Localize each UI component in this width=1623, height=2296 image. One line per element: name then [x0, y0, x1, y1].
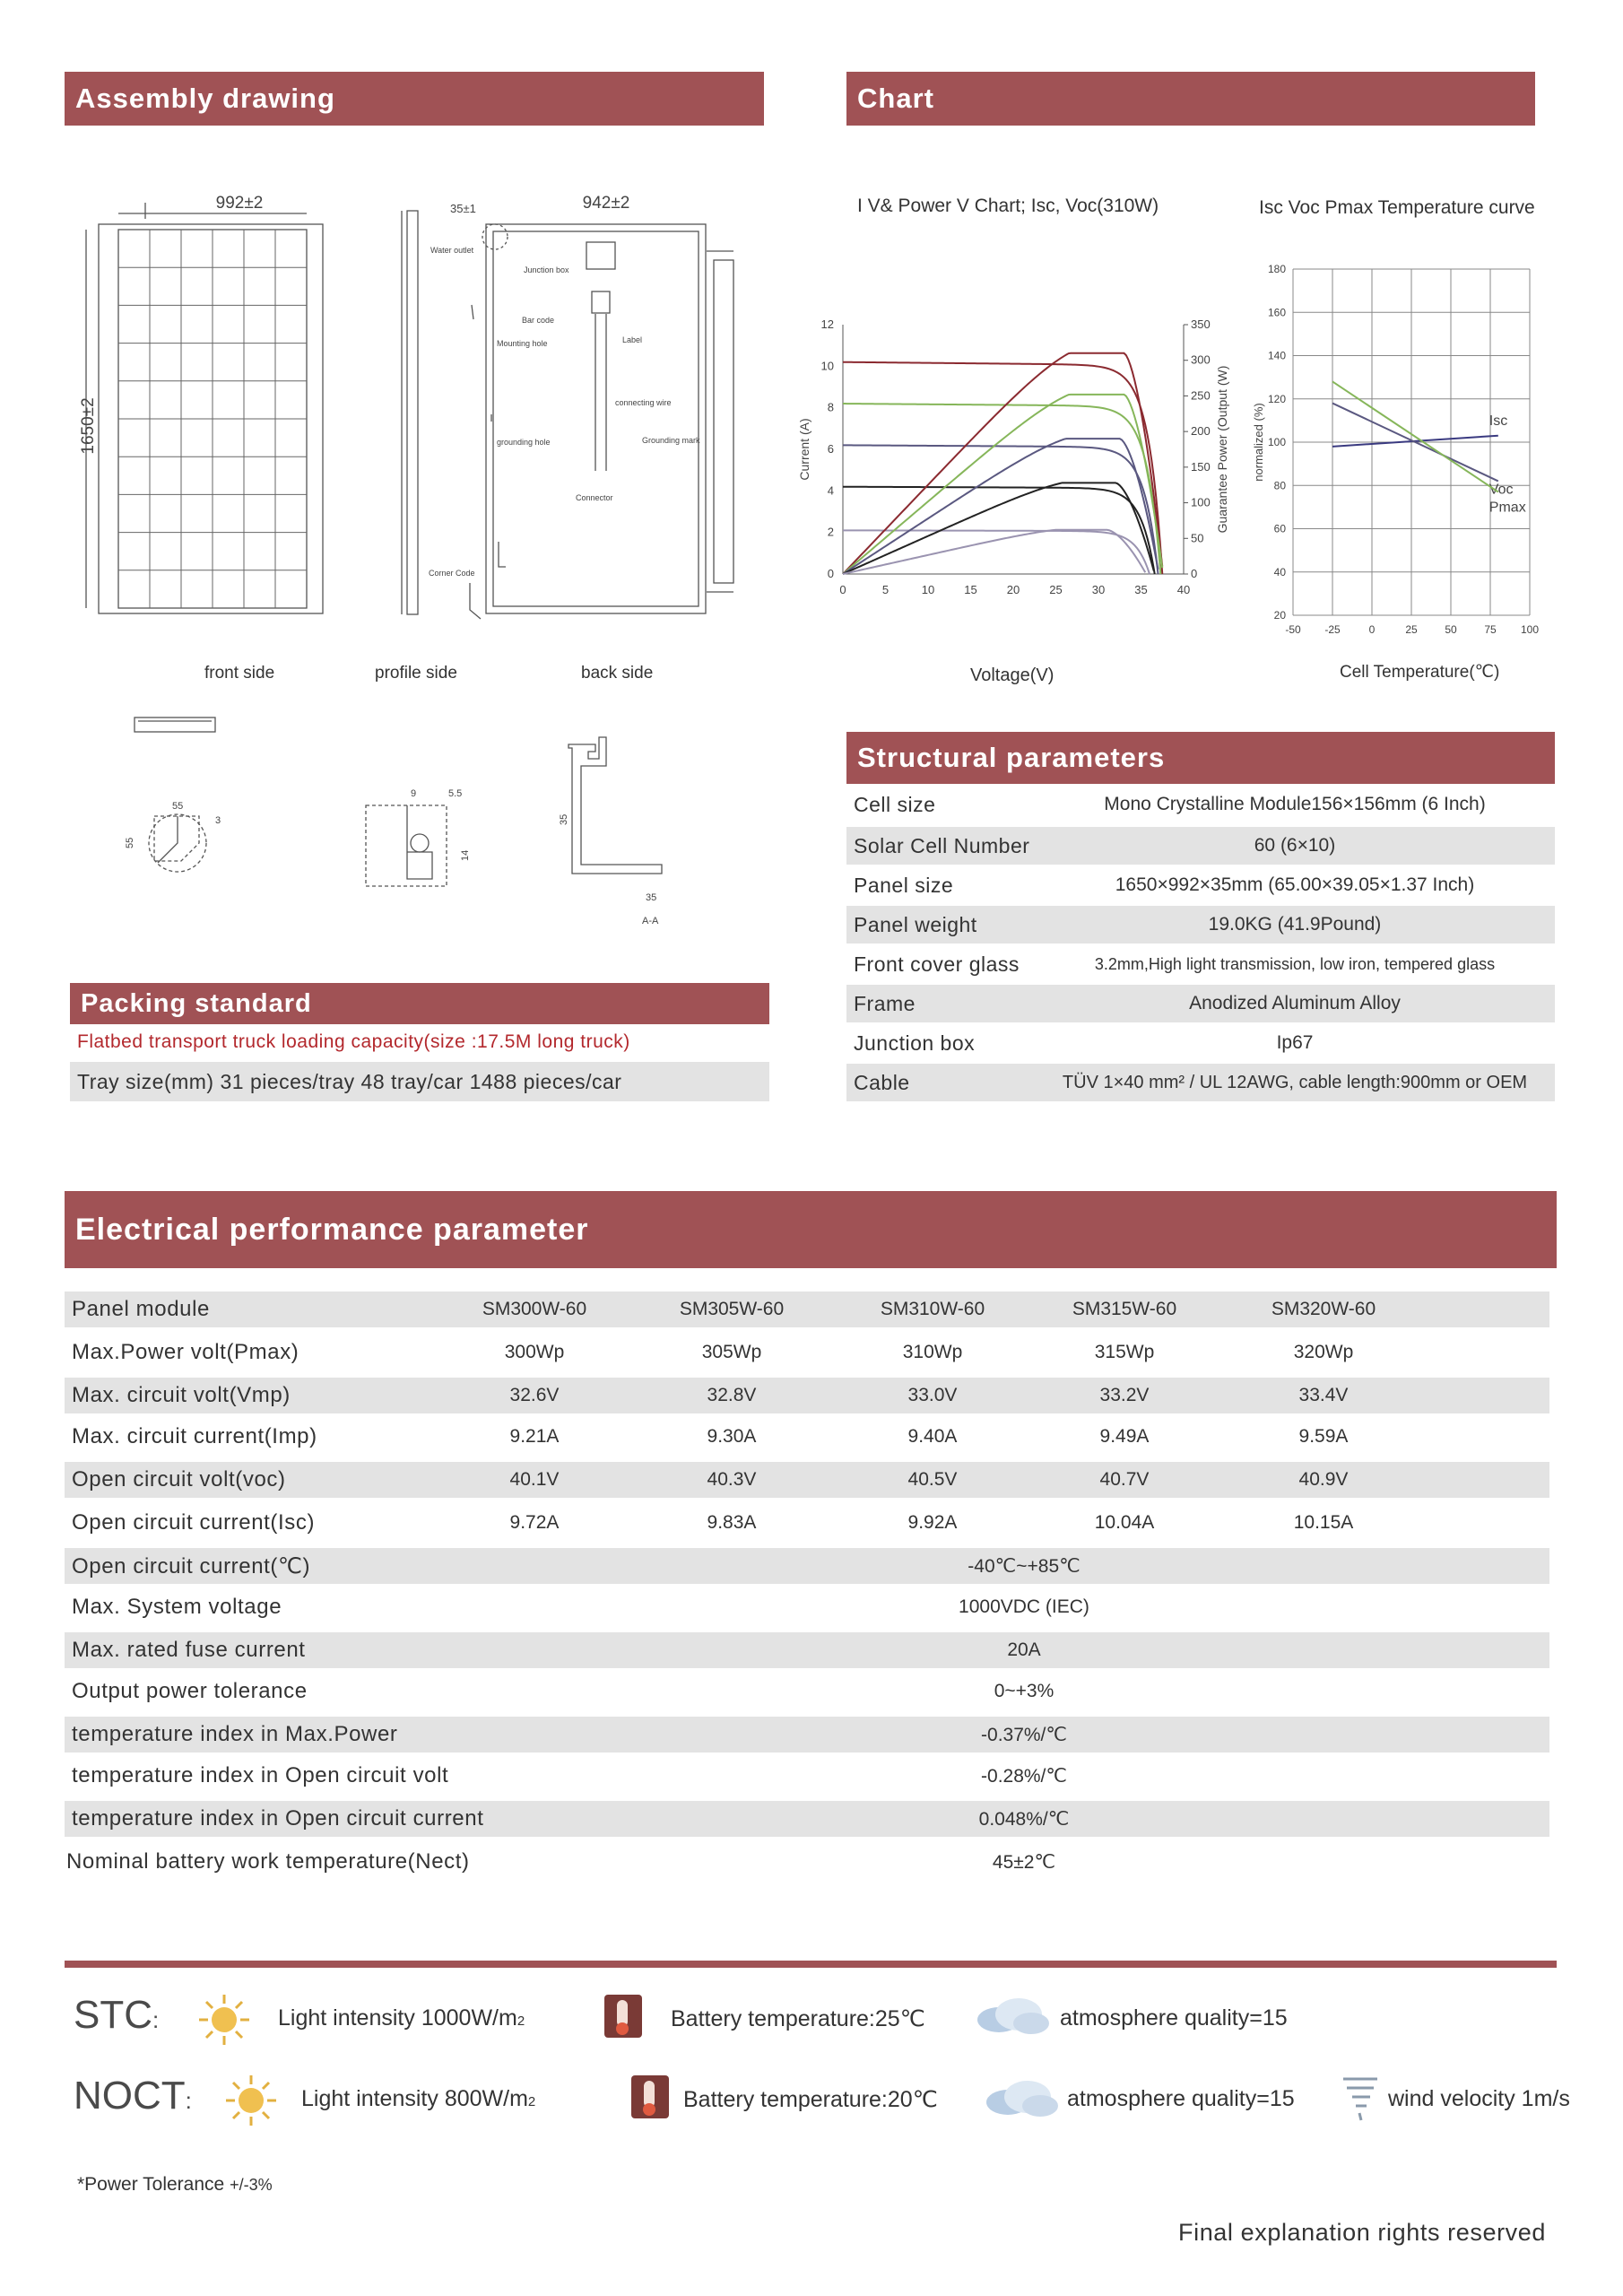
structural-value: 19.0KG (41.9Pound): [1208, 914, 1382, 935]
parameter-value: 40.1V: [509, 1469, 560, 1490]
structural-row: [846, 985, 1555, 1022]
structural-row: [846, 945, 1555, 983]
y-tick-label: 100: [1267, 436, 1286, 448]
y-tick-label: 4: [827, 483, 834, 498]
structural-key: Cell size: [854, 792, 936, 816]
parameter-name: Open circuit current(Isc): [72, 1510, 316, 1535]
table-row: [65, 1632, 1549, 1668]
structural-key: Junction box: [854, 1031, 976, 1055]
y2-tick-label: 150: [1191, 459, 1211, 474]
parameter-name: Max.Power volt(Pmax): [72, 1340, 299, 1364]
parameter-value: 0.048%/℃: [978, 1808, 1070, 1830]
y-tick-label: 12: [820, 317, 834, 331]
parameter-name: Max. System voltage: [72, 1595, 282, 1619]
parameter-value: 9.49A: [1099, 1426, 1150, 1447]
connector-label: Connector: [576, 493, 613, 502]
iv-chart-xlabel: Voltage(V): [970, 665, 1055, 685]
wind-icon: [1340, 2072, 1381, 2122]
y-tick-label: 40: [1273, 565, 1286, 578]
parameter-value: SM305W-60: [679, 1299, 785, 1319]
table-header-row: [65, 1292, 1549, 1327]
y2-tick-label: 200: [1191, 424, 1211, 439]
chart-header: Chart: [846, 72, 1535, 126]
structural-parameters-header: Structural parameters: [846, 732, 1555, 784]
table-row: [65, 1674, 1549, 1709]
svg-text:14: 14: [460, 849, 471, 861]
noct-battery-temperature: Battery temperature:20℃: [683, 2087, 938, 2112]
svg-text:35: 35: [646, 892, 657, 903]
water-outlet-label: Water outlet: [430, 246, 474, 255]
electrical-parameter-header: Electrical performance parameter: [65, 1191, 1557, 1268]
x-tick-label: -50: [1285, 623, 1301, 636]
parameter-value: 1000VDC (IEC): [959, 1596, 1089, 1617]
parameter-value: 9.72A: [509, 1512, 560, 1533]
structural-value: 1650×992×35mm (65.00×39.05×1.37 Inch): [1115, 874, 1475, 895]
stc-light-intensity: Light intensity 1000W/m2: [278, 2005, 525, 2031]
noct-atmosphere-quality: atmosphere quality=15: [1067, 2086, 1295, 2111]
parameter-value: SM320W-60: [1271, 1299, 1376, 1319]
power-curve: [843, 395, 1162, 574]
x-tick-label: 100: [1520, 623, 1540, 636]
parameter-value: -0.28%/℃: [981, 1765, 1067, 1787]
series-label: Pmax: [1488, 500, 1526, 516]
structural-key: Frame: [854, 991, 916, 1015]
section-divider: [65, 1961, 1557, 1968]
parameter-value: 9.40A: [907, 1426, 958, 1447]
y-tick-label: 80: [1273, 479, 1286, 492]
back-width-dimension: 942±2: [582, 194, 630, 213]
y-tick-label: 10: [820, 359, 834, 373]
mounting-hole-label: Mounting hole: [497, 339, 548, 348]
iv-curve: [843, 530, 1150, 574]
x-tick-label: 30: [1091, 583, 1106, 596]
parameter-value: 9.92A: [907, 1512, 958, 1533]
x-tick-label: 25: [1049, 583, 1063, 596]
cloud-icon: [981, 2074, 1062, 2122]
parameter-value: 305Wp: [701, 1342, 762, 1362]
parameter-value: 32.8V: [707, 1385, 757, 1405]
parameter-value: 10.04A: [1094, 1512, 1155, 1533]
structural-row: [846, 786, 1555, 823]
x-tick-label: 40: [1176, 583, 1191, 596]
parameter-name: Open circuit current(℃): [72, 1553, 311, 1578]
parameter-value: 310Wp: [902, 1342, 963, 1362]
stc-battery-temperature: Battery temperature:25℃: [671, 2006, 925, 2031]
x-tick-label: 25: [1405, 623, 1418, 636]
parameter-value: 45±2℃: [992, 1851, 1056, 1873]
parameter-value: 0~+3%: [994, 1681, 1055, 1701]
x-tick-label: 10: [921, 583, 935, 596]
iv-chart-title: I V& Power V Chart; Isc, Voc(310W): [857, 196, 1159, 216]
parameter-value: 33.4V: [1298, 1385, 1349, 1405]
back-side-caption: back side: [581, 664, 654, 683]
parameter-name: Panel module: [72, 1297, 210, 1321]
battery-thermometer-icon: [628, 2072, 673, 2122]
parameter-value: 9.30A: [707, 1426, 757, 1447]
noct-light-intensity: Light intensity 800W/m2: [301, 2086, 536, 2111]
y2-tick-label: 300: [1191, 352, 1211, 367]
iv-curve: [843, 445, 1159, 574]
parameter-value: 33.0V: [907, 1385, 958, 1405]
parameter-value: SM310W-60: [880, 1299, 985, 1319]
y-axis-label: normalized (%): [1252, 403, 1265, 482]
power-curve: [843, 353, 1162, 574]
y2-tick-label: 350: [1191, 317, 1211, 331]
y2-tick-label: 0: [1191, 567, 1198, 580]
svg-text:35: 35: [559, 813, 569, 825]
structural-value: Anodized Aluminum Alloy: [1189, 993, 1401, 1013]
parameter-value: 10.15A: [1293, 1512, 1354, 1533]
y-tick-label: 180: [1267, 263, 1286, 275]
table-row: [65, 1758, 1549, 1794]
y-tick-label: 20: [1273, 609, 1286, 622]
iv-chart: [789, 305, 1237, 619]
y-tick-label: 140: [1267, 349, 1286, 362]
parameter-value: 9.21A: [509, 1426, 560, 1447]
temperature-chart: [1248, 257, 1553, 651]
power-curve: [843, 483, 1154, 574]
sun-icon: [224, 2074, 278, 2127]
x-tick-label: 0: [1368, 623, 1376, 636]
structural-value: 3.2mm,High light transmission, low iron, tempered glass: [1094, 954, 1496, 973]
x-tick-label: 35: [1134, 583, 1148, 596]
structural-key: Cable: [854, 1070, 910, 1094]
series-label: Voc: [1488, 482, 1514, 498]
temp-chart-title: Isc Voc Pmax Temperature curve: [1259, 197, 1535, 218]
parameter-value: 40.9V: [1298, 1469, 1349, 1490]
grounding-mark-label: Grounding mark: [642, 436, 700, 445]
structural-key: Solar Cell Number: [854, 833, 1030, 857]
connecting-wire-label: connecting wire: [615, 398, 672, 407]
parameter-value: -40℃~+85℃: [968, 1555, 1081, 1577]
parameter-name: Max. circuit volt(Vmp): [72, 1383, 291, 1407]
structural-key: Front cover glass: [854, 952, 1020, 976]
packing-line-2: Tray size(mm) 31 pieces/tray 48 tray/car 1488 pieces/car: [70, 1062, 769, 1101]
power-tolerance-note: *Power Tolerance +/-3%: [77, 2174, 273, 2195]
x-tick-label: -25: [1324, 623, 1341, 636]
x-tick-label: 50: [1445, 623, 1457, 636]
corner-code-label: Corner Code: [429, 569, 475, 578]
y2-tick-label: 250: [1191, 388, 1211, 403]
table-row: [65, 1378, 1549, 1413]
parameter-name: Nominal battery work temperature(Nect): [66, 1849, 470, 1874]
cloud-icon: [972, 1991, 1053, 2039]
y-tick-label: 8: [827, 400, 834, 414]
sun-icon: [197, 1993, 251, 2047]
parameter-value: 320Wp: [1293, 1342, 1354, 1362]
parameter-value: 9.59A: [1298, 1426, 1349, 1447]
table-row: [65, 1548, 1549, 1584]
parameter-value: SM315W-60: [1072, 1299, 1177, 1319]
table-row: [65, 1335, 1549, 1370]
structural-value: Ip67: [1276, 1032, 1314, 1053]
bar-code-label: Bar code: [522, 316, 555, 325]
parameter-value: SM300W-60: [482, 1299, 587, 1319]
structural-row: [846, 866, 1555, 904]
structural-value: Mono Crystalline Module156×156mm (6 Inch): [1104, 794, 1486, 814]
junction-box-label: Junction box: [524, 265, 569, 274]
structural-row: [846, 906, 1555, 944]
svg-text:55: 55: [172, 801, 184, 812]
x-tick-label: 75: [1484, 623, 1497, 636]
structural-row: [846, 827, 1555, 865]
y2-tick-label: 50: [1191, 531, 1204, 545]
iv-curve: [843, 404, 1160, 574]
noct-wind-velocity: wind velocity 1m/s: [1388, 2086, 1570, 2111]
battery-thermometer-icon: [601, 1991, 646, 2041]
parameter-value: 33.2V: [1099, 1385, 1150, 1405]
parameter-value: 32.6V: [509, 1385, 560, 1405]
profile-side-caption: profile side: [375, 664, 457, 683]
packing-line-1: Flatbed transport truck loading capacity(size :17.5M long truck): [77, 1031, 630, 1052]
parameter-name: Open circuit volt(voc): [72, 1467, 286, 1492]
parameter-value: 315Wp: [1094, 1342, 1155, 1362]
x-tick-label: 15: [964, 583, 977, 596]
front-side-caption: front side: [204, 664, 275, 683]
stc-label: STC:: [74, 1993, 160, 2037]
y-axis-label: Current (A): [797, 418, 812, 481]
parameter-value: 40.3V: [707, 1469, 757, 1490]
svg-text:9: 9: [411, 788, 417, 799]
table-row: [65, 1801, 1549, 1837]
parameter-name: temperature index in Max.Power: [72, 1722, 398, 1746]
parameter-value: 40.5V: [907, 1469, 958, 1490]
structural-value: 60 (6×10): [1254, 835, 1336, 856]
parameter-value: 20A: [1007, 1639, 1041, 1660]
packing-standard-header: Packing standard: [70, 983, 769, 1024]
parameter-name: Output power tolerance: [72, 1679, 308, 1703]
y-tick-label: 6: [827, 442, 834, 456]
table-row: [65, 1844, 1549, 1880]
label-label: Label: [622, 335, 643, 344]
parameter-value: 40.7V: [1099, 1469, 1150, 1490]
table-row: [65, 1505, 1549, 1541]
parameter-value: -0.37%/℃: [981, 1724, 1067, 1745]
svg-text:5.5: 5.5: [448, 788, 463, 799]
y2-axis-label: Guarantee Power (Output (W): [1215, 365, 1229, 534]
y2-tick-label: 100: [1191, 495, 1211, 509]
frame-detail-drawings: [117, 709, 744, 924]
series-label: Isc: [1488, 413, 1508, 429]
structural-key: Panel weight: [854, 912, 977, 936]
height-dimension: 1650±2: [79, 397, 98, 455]
profile-dimension: 35±1: [450, 202, 476, 215]
table-row: [65, 1717, 1549, 1752]
structural-value: TÜV 1×40 mm² / UL 12AWG, cable length:900mm or OEM: [1062, 1072, 1528, 1092]
y-tick-label: 120: [1267, 392, 1286, 405]
x-tick-label: 0: [839, 583, 846, 596]
grounding-hole-label: grounding hole: [497, 438, 551, 447]
parameter-value: 300Wp: [504, 1342, 565, 1362]
svg-text:55: 55: [125, 837, 135, 848]
y-tick-label: 0: [827, 567, 834, 580]
profile-side-frame: [407, 211, 418, 614]
y-tick-label: 160: [1267, 306, 1286, 319]
width-dimension: 992±2: [215, 194, 264, 213]
structural-row: [846, 1064, 1555, 1101]
assembly-drawing-header: Assembly drawing: [65, 72, 764, 126]
temp-chart-xlabel: Cell Temperature(℃): [1340, 663, 1500, 682]
table-row: [65, 1462, 1549, 1498]
parameter-name: Max. rated fuse current: [72, 1638, 306, 1662]
structural-row: [846, 1024, 1555, 1062]
assembly-drawing: [65, 179, 764, 646]
x-tick-label: 20: [1006, 583, 1020, 596]
parameter-name: temperature index in Open circuit volt: [72, 1763, 449, 1787]
y-tick-label: 2: [827, 525, 834, 539]
parameter-value: 9.83A: [707, 1512, 757, 1533]
rights-reserved-note: Final explanation rights reserved: [1178, 2219, 1547, 2246]
structural-key: Panel size: [854, 873, 954, 897]
table-row: [65, 1419, 1549, 1455]
table-row: [65, 1589, 1549, 1625]
stc-atmosphere-quality: atmosphere quality=15: [1060, 2005, 1288, 2031]
noct-label: NOCT:: [74, 2074, 192, 2118]
svg-text:3: 3: [215, 815, 221, 826]
parameter-name: Max. circuit current(Imp): [72, 1424, 317, 1448]
y-tick-label: 60: [1273, 522, 1286, 535]
svg-text:A-A: A-A: [642, 916, 659, 924]
x-tick-label: 5: [881, 583, 890, 596]
parameter-name: temperature index in Open circuit current: [72, 1806, 484, 1831]
